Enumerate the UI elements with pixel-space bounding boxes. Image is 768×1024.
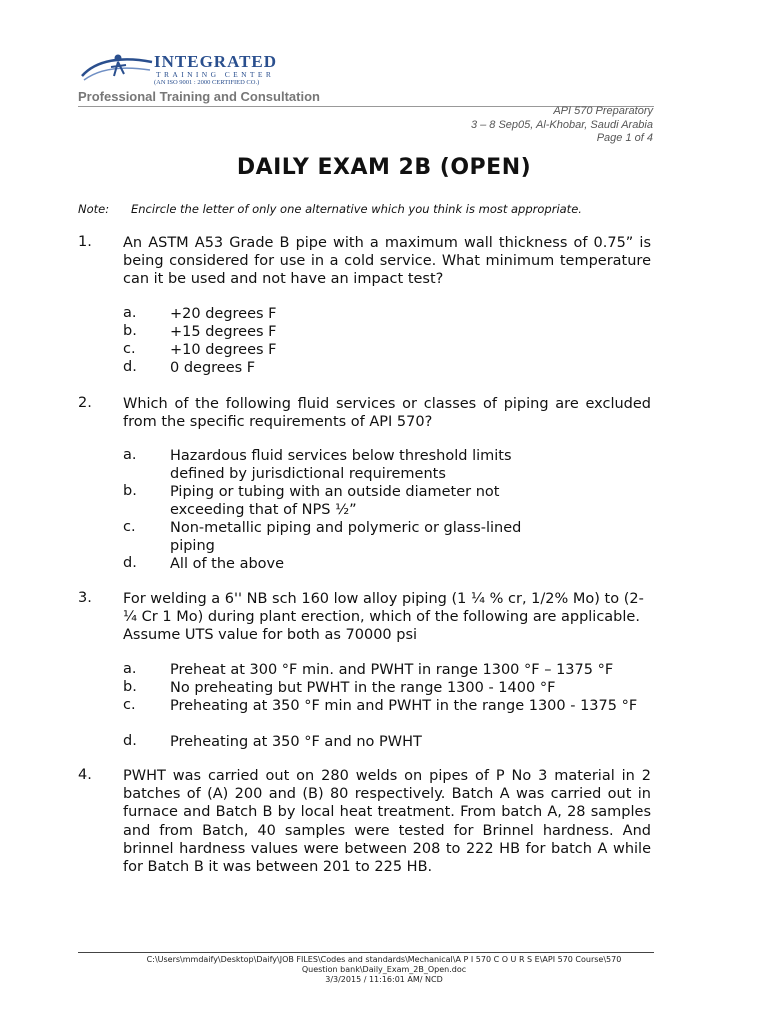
company-logo	[78, 50, 310, 90]
option-text: Piping or tubing with an outside diameter not exceeding that of NPS ½”	[170, 484, 500, 519]
option-letter: d.	[123, 555, 137, 571]
note-text: Encircle the letter of only one alternative which you think is most appropriate.	[131, 202, 582, 216]
logo-certification: (AN ISO 9001 : 2000 CERTIFIED CO.)	[154, 79, 260, 86]
option-letter: b.	[123, 323, 137, 339]
question-text: An ASTM A53 Grade B pipe with a maximum wall thickness of 0.75” is being considered for use in a cold service. What minimum temperature can it be used and not have an impact test?	[123, 235, 651, 288]
option-letter: a.	[123, 447, 137, 463]
question-text: PWHT was carried out on 280 welds on pipes of P No 3 material in 2 batches of (A) 200 and (B) 80 respectively. Batch A was carried out in furnace and Batch B by local heat treatment. From batch A, 28 samples and from Batch, 40 samples were tested for Brinnel hardness. And brinnel hardness values were between 208 to 222 HB for batch A while for Batch B it was between 201 to 225 HB.	[123, 768, 651, 876]
logo-wordmark: INTEGRATED	[154, 52, 278, 71]
option-text: All of the above	[170, 556, 285, 572]
option-letter: a.	[123, 661, 137, 677]
option-letter: d.	[123, 733, 137, 749]
option-text: 0 degrees F	[170, 360, 256, 376]
option-letter: c.	[123, 697, 136, 713]
option-letter: c.	[123, 341, 136, 357]
option-letter: b.	[123, 679, 137, 695]
option-letter: d.	[123, 359, 137, 375]
option-text: No preheating but PWHT in the range 1300 - 1400 °F	[170, 680, 556, 696]
print-timestamp: 3/3/2015 / 11:16:01 AM/ NCD	[325, 975, 443, 984]
note-label: Note:	[78, 202, 110, 216]
file-name: Question bank\Daily_Exam_2B_Open.doc	[301, 965, 467, 974]
option-letter: c.	[123, 519, 136, 535]
file-path: C:\Users\mmdaify\Desktop\Daify\JOB FILES\Codes and standards\Mechanical\A P I 570 C O U R S E\API 570 Course\570	[146, 955, 622, 964]
option-text: +15 degrees F	[170, 324, 277, 340]
question-text: For welding a 6'' NB sch 160 low alloy piping (1 ¼ % cr, 1/2% Mo) to (2-¼ Cr 1 Mo) during plant erection, which of the following are applicable. Assume UTS value for both as 70000 psi	[123, 591, 644, 644]
question-number: 3.	[78, 590, 92, 606]
option-text: +10 degrees F	[170, 342, 277, 358]
question-number: 1.	[78, 234, 92, 250]
question-number: 2.	[78, 395, 92, 411]
page-indicator: Page 1 of 4	[596, 132, 653, 144]
logo-swoosh-icon	[78, 50, 154, 90]
footer-divider	[78, 952, 654, 953]
company-tagline: Professional Training and Consultation	[78, 89, 320, 104]
instruction-note	[78, 202, 582, 216]
option-text: Hazardous fluid services below threshold limits defined by jurisdictional requirements	[170, 448, 512, 483]
logo-subtitle: TRAINING CENTER	[156, 70, 275, 79]
option-text: Non-metallic piping and polymeric or glass-lined piping	[170, 520, 522, 555]
option-text: Preheating at 350 °F min and PWHT in the range 1300 - 1375 °F	[170, 698, 638, 714]
option-letter: b.	[123, 483, 137, 499]
option-text: Preheat at 300 °F min. and PWHT in range 1300 °F – 1375 °F	[170, 662, 614, 678]
option-letter: a.	[123, 305, 137, 321]
question-text: Which of the following fluid services or classes of piping are excluded from the specific requirements of API 570?	[123, 396, 651, 431]
option-text: Preheating at 350 °F and no PWHT	[170, 734, 422, 750]
question-number: 4.	[78, 767, 92, 783]
course-name: API 570 Preparatory	[553, 105, 653, 117]
page-title: DAILY EXAM 2B (OPEN)	[236, 155, 532, 180]
option-text: +20 degrees F	[170, 306, 277, 322]
course-dates-location: 3 – 8 Sep05, Al-Khobar, Saudi Arabia	[470, 119, 653, 131]
